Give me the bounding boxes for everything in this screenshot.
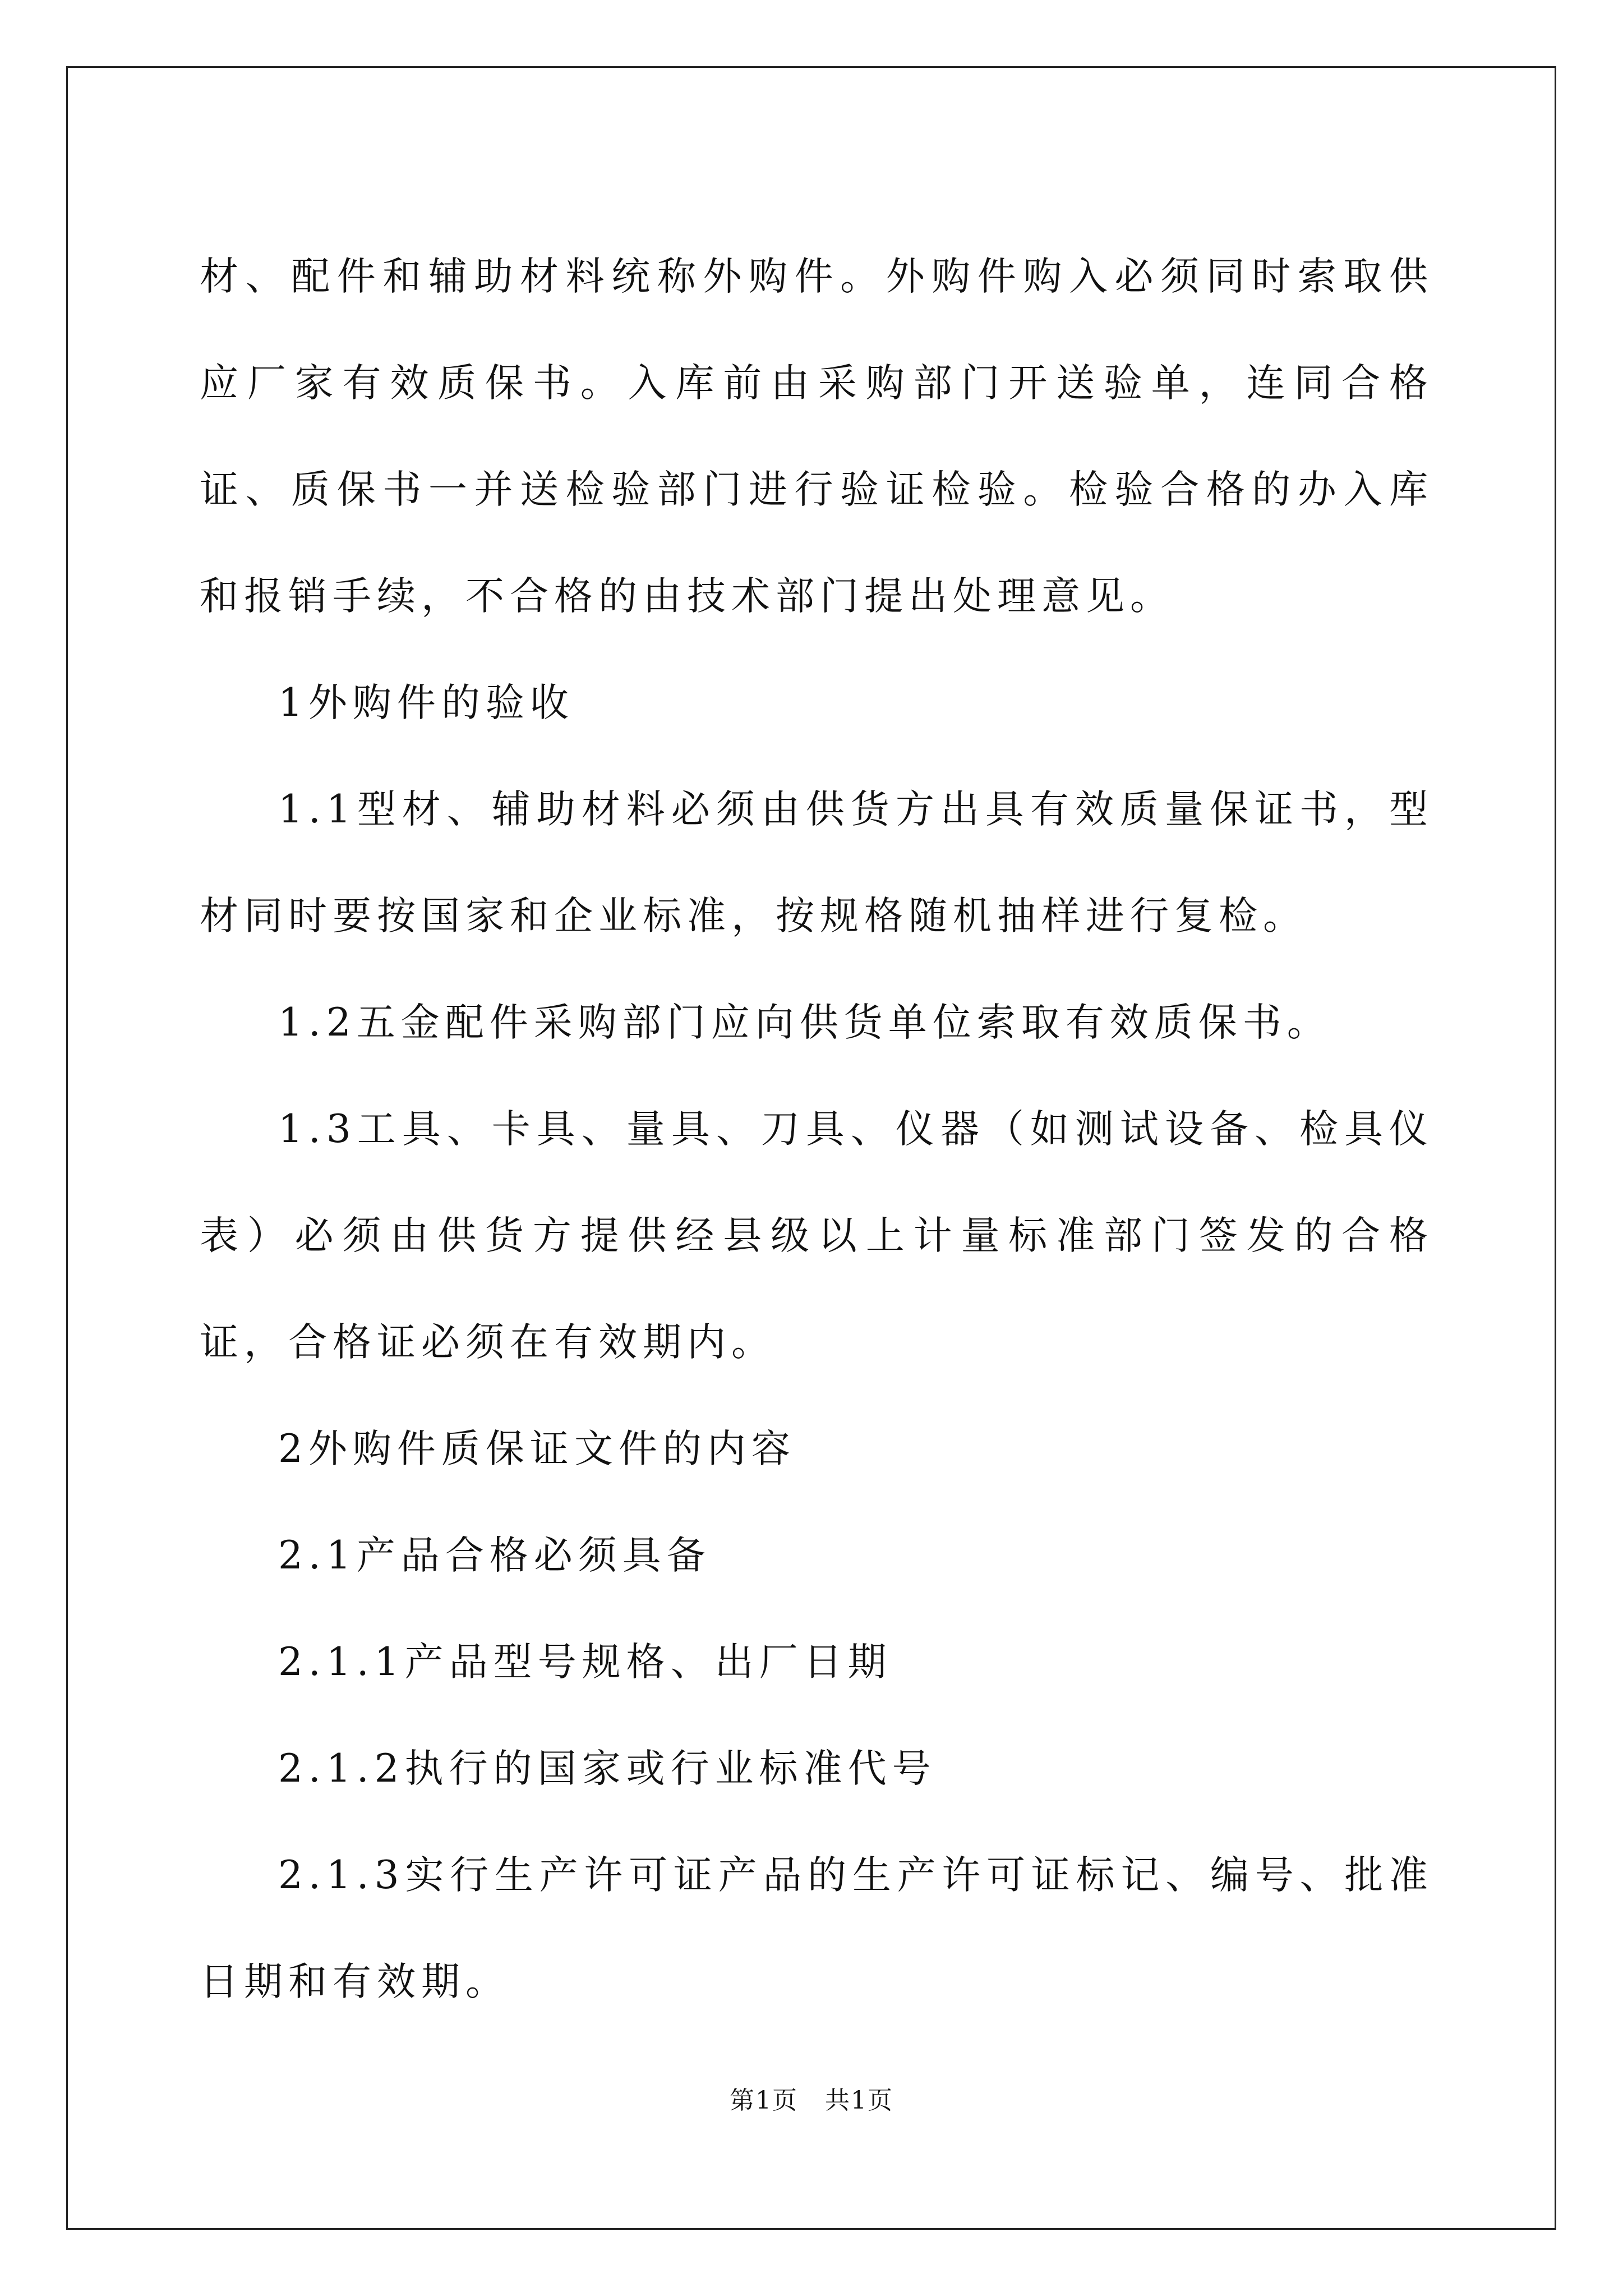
page-number-current: 第1页 xyxy=(730,2086,798,2115)
paragraph-intro: 材、配件和辅助材料统称外购件。外购件购入必须同时索取供应厂家有效质保书。入库前由采购部门开送验单，连同合格证、质保书一并送检验部门进行验证检验。检验合格的办入库和报销手续，不合格的由技术部门提出处理意见。 xyxy=(200,254,1433,619)
document-body xyxy=(200,223,1433,2035)
paragraph-2-1: 2.1产品合格必须具备 xyxy=(278,1533,711,1578)
heading-section-1: 1外购件的验收 xyxy=(278,680,574,725)
page-number-total: 共1页 xyxy=(825,2086,893,2115)
paragraph-2-1-2: 2.1.2执行的国家或行业标准代号 xyxy=(278,1746,937,1791)
paragraph-1-1: 1.1型材、辅助材料必须由供货方出具有效质量保证书，型材同时要按国家和企业标准，按规格随机抽样进行复检。 xyxy=(200,787,1433,938)
paragraph-2-1-1: 2.1.1产品型号规格、出厂日期 xyxy=(278,1640,892,1685)
page-footer xyxy=(0,2084,1623,2118)
paragraph-2-1-3: 2.1.3实行生产许可证产品的生产许可证标记、编号、批准日期和有效期。 xyxy=(200,1853,1433,2004)
paragraph-1-2: 1.2五金配件采购部门应向供货单位索取有效质保书。 xyxy=(278,1000,1331,1045)
paragraph-1-3: 1.3工具、卡具、量具、刀具、仪器（如测试设备、检具仪表）必须由供货方提供经县级以上计量标准部门签发的合格证，合格证必须在有效期内。 xyxy=(200,1107,1433,1365)
heading-section-2: 2外购件质保证文件的内容 xyxy=(278,1427,796,1471)
